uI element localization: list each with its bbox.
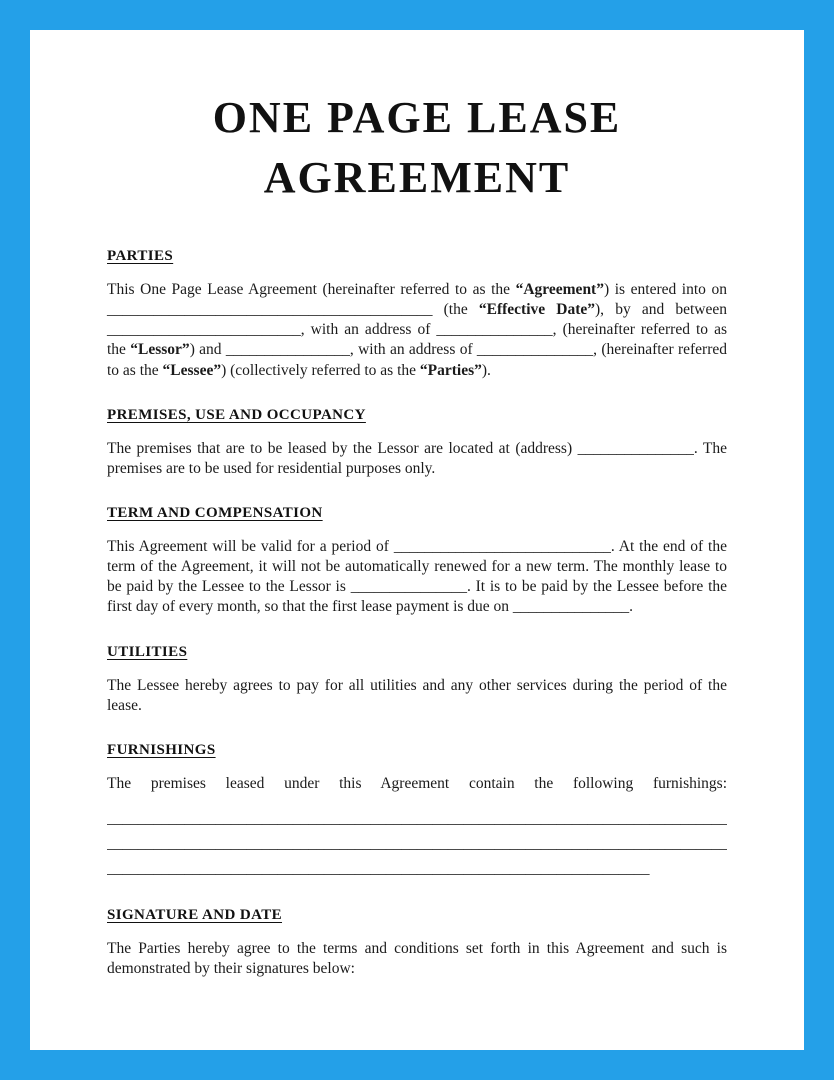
section-term [107,505,727,618]
section-furnishings [107,742,727,881]
section-heading-furnishings: FURNISHINGS [107,741,216,758]
section-body-furnishings: The premises leased under this Agreement contain the following furnishings: [107,774,727,792]
section-parties [107,248,727,381]
section-heading-term: TERM AND COMPENSATION [107,504,323,521]
section-heading-parties: PARTIES [107,248,174,264]
section-body-term: This Agreement will be valid for a period of ____________________________. At the end of the term of the Agreement, it will not be automatically renewed for a new term. The monthly lease to be paid by the Lessee to the Lessor is _______________. It is to be paid by the Lessee before the first day of every month, so that the first lease payment is due on _______________. [107,537,728,616]
document-title [107,88,727,208]
section-body-signature: The Parties hereby agree to the terms and conditions set forth in this Agreement and such is demonstrated by their signatures below: [107,939,727,978]
furnishings-blank-line-3: ______________________________________________________________________ [107,859,650,877]
section-heading-utilities: UTILITIES [107,643,188,660]
document-page [30,30,804,1050]
section-body-premises: The premises that are to be leased by the Lessor are located at (address) _______________. The premises are to be used for residential purposes only. [107,439,727,477]
furnishings-blank-line-2: ________________________________________________________________________________ [107,834,727,852]
section-signature [107,907,727,979]
section-heading-premises: PREMISES, USE AND OCCUPANCY [107,406,366,423]
title-line-1: ONE PAGE LEASE [212,93,622,142]
section-body-utilities: The Lessee hereby agrees to pay for all utilities and any other services during the period of the lease. [107,676,727,714]
section-body-parties: This One Page Lease Agreement (hereinafter referred to as the “Agreement”) is entered into on __________________________________________ (the “Effective Date”), by and between _________________________, with an address of _______________, (hereinafter referred to as the “Lessor”) and ________________, with an address of _______________, (hereinafter referred to as the “Lessee”) (collectively referred to as the “Parties”). [107,281,727,379]
title-line-2: AGREEMENT [263,153,571,202]
section-premises [107,407,727,479]
furnishings-blank-line-1: ________________________________________________________________________________ [107,809,727,827]
section-heading-signature: SIGNATURE AND DATE [107,906,283,923]
furnishings-blank-lines [107,806,727,881]
section-utilities [107,644,727,716]
